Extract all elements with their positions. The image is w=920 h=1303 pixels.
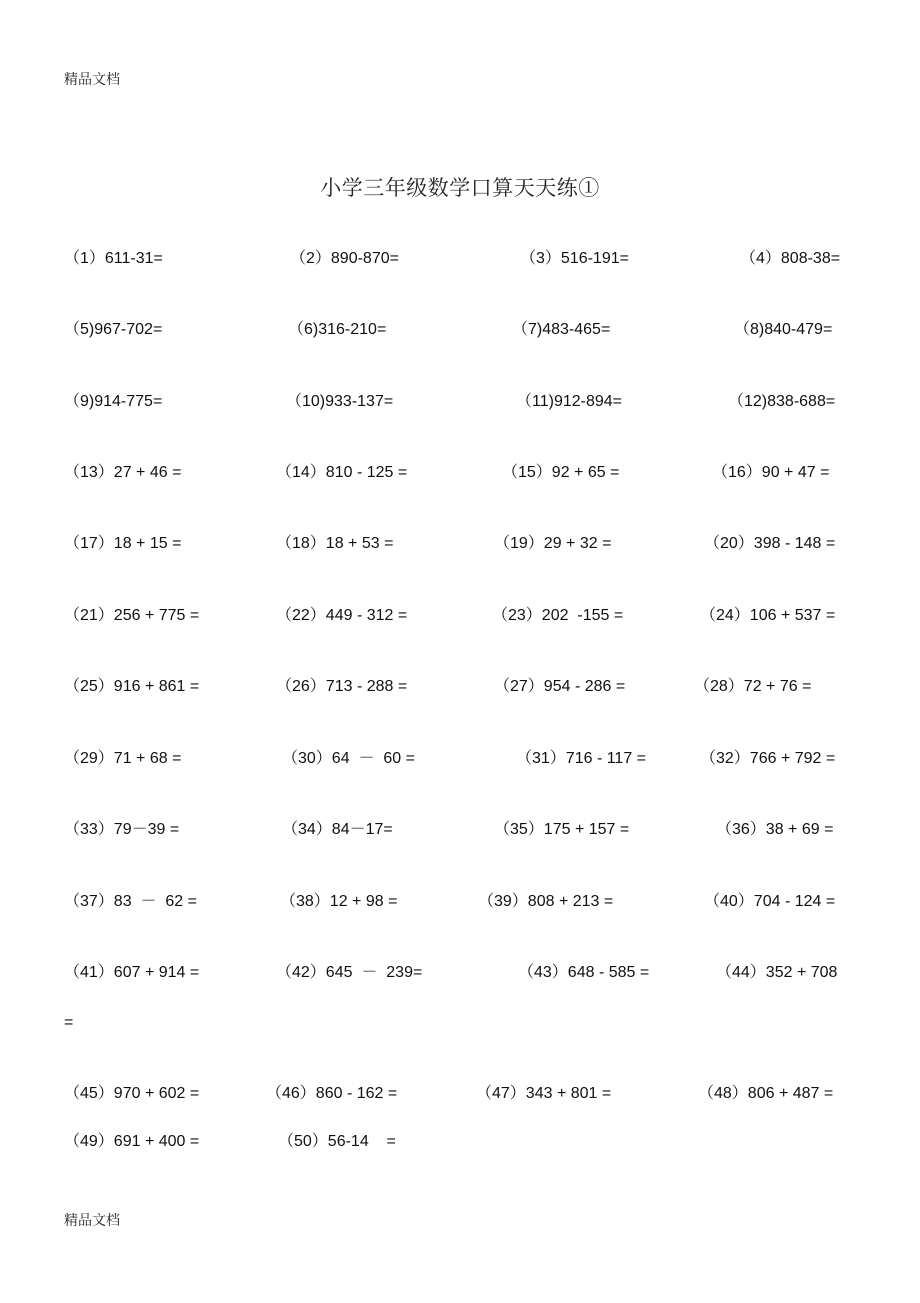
problem-19: （19）29 + 32 = bbox=[494, 535, 612, 552]
problem-28: （28）72 + 76 = bbox=[694, 678, 812, 695]
problem-41: （41）607 + 914 = bbox=[64, 964, 200, 981]
problem-40: （40）704 - 124 = bbox=[704, 893, 836, 910]
problem-26: （26）713 - 288 = bbox=[276, 678, 408, 695]
problem-47: （47）343 + 801 = bbox=[476, 1085, 612, 1102]
problem-18: （18）18 + 53 = bbox=[276, 535, 394, 552]
problem-39: （39）808 + 213 = bbox=[478, 893, 614, 910]
problem-23: （23）202 -155 = bbox=[492, 607, 624, 624]
problem-35: （35）175 + 157 = bbox=[494, 821, 630, 838]
problem-22: （22）449 - 312 = bbox=[276, 607, 408, 624]
problem-30: （30）64 － 60 = bbox=[282, 750, 415, 767]
problem-45: （45）970 + 602 = bbox=[64, 1085, 200, 1102]
footer-label: 精品文档 bbox=[64, 1213, 120, 1229]
problem-38: （38）12 + 98 = bbox=[280, 893, 398, 910]
problem-1: （1）611-31= bbox=[64, 250, 163, 267]
problem-12: （12)838-688= bbox=[728, 393, 836, 410]
problem-50: （50）56-14 = bbox=[278, 1133, 396, 1150]
problem-7: （7)483-465= bbox=[512, 321, 611, 338]
problem-20: （20）398 - 148 = bbox=[704, 535, 836, 552]
page-title: 小学三年级数学口算天天练① bbox=[320, 176, 600, 200]
problem-33: （33）79－39 = bbox=[64, 821, 180, 838]
problem-32: （32）766 + 792 = bbox=[700, 750, 836, 767]
problem-36: （36）38 + 69 = bbox=[716, 821, 834, 838]
problem-3: （3）516-191= bbox=[520, 250, 629, 267]
problem-24: （24）106 + 537 = bbox=[700, 607, 836, 624]
problem-27: （27）954 - 286 = bbox=[494, 678, 626, 695]
problem-6: （6)316-210= bbox=[288, 321, 387, 338]
problem-31: （31）716 - 117 = bbox=[516, 750, 647, 767]
problem-10: （10)933-137= bbox=[286, 393, 394, 410]
problem-34: （34）84－17= bbox=[282, 821, 393, 838]
wrapped-equals-sign: = bbox=[64, 1014, 74, 1031]
problem-48: （48）806 + 487 = bbox=[698, 1085, 834, 1102]
problem-37: （37）83 － 62 = bbox=[64, 893, 197, 910]
problem-46: （46）860 - 162 = bbox=[266, 1085, 398, 1102]
problem-5: （5)967-702= bbox=[64, 321, 163, 338]
problem-17: （17）18 + 15 = bbox=[64, 535, 182, 552]
problem-21: （21）256 + 775 = bbox=[64, 607, 200, 624]
problem-4: （4）808-38= bbox=[740, 250, 841, 267]
problem-8: （8)840-479= bbox=[734, 321, 833, 338]
problem-49: （49）691 + 400 = bbox=[64, 1133, 200, 1150]
problem-15: （15）92 + 65 = bbox=[502, 464, 620, 481]
problem-11: （11)912-894= bbox=[516, 393, 623, 410]
problem-25: （25）916 + 861 = bbox=[64, 678, 200, 695]
problem-9: （9)914-775= bbox=[64, 393, 163, 410]
problem-29: （29）71 + 68 = bbox=[64, 750, 182, 767]
problem-42: （42）645 － 239= bbox=[276, 964, 423, 981]
problem-43: （43）648 - 585 = bbox=[518, 964, 650, 981]
problem-13: （13）27 + 46 = bbox=[64, 464, 182, 481]
problem-2: （2）890-870= bbox=[290, 250, 399, 267]
problem-44: （44）352 + 708 bbox=[716, 964, 838, 981]
problem-16: （16）90 + 47 = bbox=[712, 464, 830, 481]
header-label: 精品文档 bbox=[64, 72, 120, 88]
problem-14: （14）810 - 125 = bbox=[276, 464, 408, 481]
